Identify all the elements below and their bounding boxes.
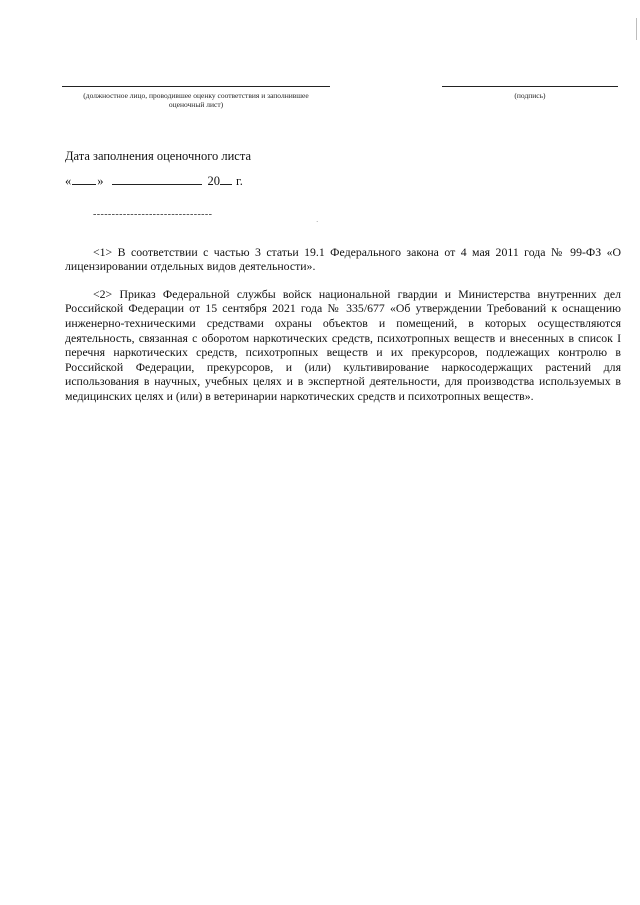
official-caption-line1: (должностное лицо, проводившее оценку соответствия и заполнившее bbox=[83, 91, 309, 100]
footnote-2: <2> Приказ Федеральной службы войск национальной гвардии и Министерства внутренних дел Российской Федерации от 15 сентября 2021 года № 335/677 «Об утверждении Требований к оснащению инженерно-техническими средствами охраны объектов и помещений, в которых осуществляются деятельность, связанная с оборотом наркотических средств, психотропных веществ и внесенных в список I перечня наркотических средств, психотропных веществ и их прекурсоров, подлежащих контролю в Российской Федерации, прекурсоров, и (или) культивирование наркосодержащих растений для использования в научных, учебных целях и в экспертной деятельности, для производства используемых в медицинских целях и (или) в ветеринарии наркотических средств и психотропных веществ». bbox=[65, 286, 621, 403]
close-quote: » bbox=[97, 174, 104, 188]
footnote-separator: -------------------------------- bbox=[93, 209, 213, 220]
page-edge-mark bbox=[636, 18, 637, 40]
day-blank bbox=[72, 173, 96, 185]
year-blank bbox=[220, 173, 232, 185]
official-caption-line2: оценочный лист) bbox=[168, 100, 224, 109]
fill-date-label: Дата заполнения оценочного листа bbox=[65, 149, 252, 163]
fill-date-row bbox=[65, 173, 243, 189]
official-name-line bbox=[62, 86, 330, 87]
open-quote: « bbox=[65, 174, 72, 188]
year-prefix: 20 bbox=[207, 174, 220, 188]
signature-caption: (подпись) bbox=[514, 91, 546, 100]
month-blank bbox=[112, 173, 202, 185]
signature-line bbox=[442, 86, 618, 87]
official-caption bbox=[58, 91, 334, 109]
scan-speck: · bbox=[316, 218, 319, 226]
year-suffix: г. bbox=[236, 174, 243, 188]
footnote-1: <1> В соответствии с частью 3 статьи 19.1 Федерального закона от 4 мая 2011 года № 99-ФЗ «О лицензировании отдельных видов деятельности». bbox=[65, 244, 621, 274]
